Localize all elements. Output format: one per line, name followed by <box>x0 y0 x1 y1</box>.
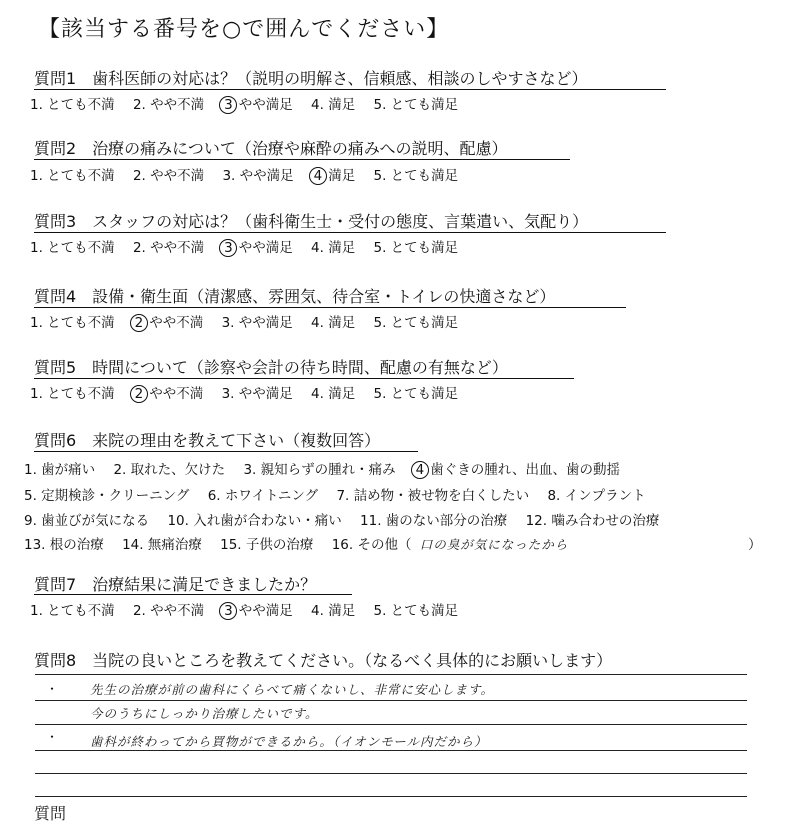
q3-option-2[interactable]: 2. やや不満 <box>132 240 205 256</box>
question-3-underline <box>34 232 666 233</box>
q6-option-1[interactable]: 1. 歯が痛い <box>24 462 96 478</box>
question-8-title: 質問8 当院の良いところを教えてください。（なるべく具体的にお願いします） <box>34 651 613 670</box>
q5-option-1[interactable]: 1. とても不満 <box>30 386 115 402</box>
answer-rule-6 <box>35 796 747 797</box>
q2-option-1[interactable]: 1. とても不満 <box>30 168 115 184</box>
q6-option-7[interactable]: 7. 詰め物・被せ物を白くしたい <box>336 488 530 504</box>
q6-option-11[interactable]: 11. 歯のない部分の治療 <box>360 513 508 529</box>
q6-option-9[interactable]: 9. 歯並びが気になる <box>24 513 150 529</box>
q8-answer-line-2: 今のうちにしっかり治療したいです。 <box>90 706 319 721</box>
answer-rule-3 <box>35 724 747 725</box>
q2-option-3[interactable]: 3. やや満足 <box>222 168 294 184</box>
question-6-title: 質問6 来院の理由を教えて下さい（複数回答） <box>34 431 381 450</box>
question-1-options <box>30 93 472 114</box>
q4-option-2-label: やや不満 <box>144 315 204 331</box>
question-1-title: 質問1 歯科医師の対応は？（説明の明解さ、信頼感、相談のしやすさなど） <box>34 69 588 88</box>
question-5-underline <box>34 378 574 379</box>
q6-option-4-selected[interactable]: 4 歯ぐきの腫れ、出血、歯の動揺 <box>414 458 620 479</box>
q5-option-3[interactable]: 3. やや満足 <box>221 386 293 402</box>
q3-option-1[interactable]: 1. とても不満 <box>30 240 115 256</box>
answer-rule-4 <box>35 750 747 751</box>
q3-option-4[interactable]: 4. 満足 <box>311 240 356 256</box>
q6-row-3 <box>24 509 659 529</box>
question-3-options <box>30 236 472 257</box>
q4-option-5[interactable]: 5. とても満足 <box>373 315 459 331</box>
question-2-options <box>30 164 472 185</box>
q2-option-2[interactable]: 2. やや不満 <box>132 168 205 184</box>
q4-option-3[interactable]: 3. やや満足 <box>221 315 293 331</box>
q4-option-4[interactable]: 4. 満足 <box>311 315 356 331</box>
question-5-options <box>30 382 472 403</box>
answer-rule-5 <box>35 773 747 774</box>
question-3-title: 質問3 スタッフの対応は？（歯科衛生士・受付の態度、言葉遣い、気配り） <box>34 212 589 231</box>
q6-other-handwritten: 口の臭が気になったから <box>419 537 569 552</box>
q7-option-4[interactable]: 4. 満足 <box>311 603 356 619</box>
answer-rule-2 <box>35 700 747 701</box>
q5-option-2-selected[interactable]: 2 やや不満 <box>133 382 203 403</box>
q6-option-14[interactable]: 14. 無痛治療 <box>122 537 202 553</box>
q7-option-3-label: やや満足 <box>234 603 293 619</box>
answer-bullet-1: ・ <box>46 682 59 696</box>
question-5-title: 質問5 時間について（診察や会計の待ち時間、配慮の有無など） <box>34 358 508 377</box>
answer-bullet-2: ・ <box>46 730 59 744</box>
q1-option-1[interactable]: 1. とても不満 <box>30 97 115 113</box>
q7-option-2[interactable]: 2. やや不満 <box>132 603 205 619</box>
q6-row-4 <box>24 533 568 553</box>
q8-answer-line-3: 歯科が終わってから買物ができるから。（イオンモール内だから） <box>90 734 488 749</box>
q8-answer-line-1: 先生の治療が前の歯科にくらべて痛くないし、非常に安心します。 <box>90 682 495 697</box>
q6-option-6[interactable]: 6. ホワイトニング <box>207 488 319 504</box>
q2-option-4-label: 満足 <box>323 168 356 184</box>
q5-option-4[interactable]: 4. 満足 <box>311 386 356 402</box>
q1-option-2[interactable]: 2. やや不満 <box>132 97 205 113</box>
q7-option-3-selected[interactable]: 3 やや満足 <box>222 599 292 620</box>
q1-option-3-label: やや満足 <box>234 97 293 113</box>
question-7-title: 質問7 治療結果に満足できましたか？ <box>34 575 317 594</box>
q6-option-16[interactable]: 16. その他（ <box>331 537 412 553</box>
question-6-underline <box>34 451 418 452</box>
q6-option-4-label: 歯ぐきの腫れ、出血、歯の動揺 <box>425 462 621 478</box>
question-4-options <box>30 311 472 332</box>
question-7-underline <box>34 594 352 595</box>
q4-option-1[interactable]: 1. とても不満 <box>30 315 115 331</box>
q3-option-5[interactable]: 5. とても満足 <box>373 240 459 256</box>
q1-option-3-selected[interactable]: 3 やや満足 <box>222 93 292 114</box>
question-1-underline <box>34 89 666 90</box>
q5-option-5[interactable]: 5. とても満足 <box>373 386 459 402</box>
q6-option-3[interactable]: 3. 親知らずの腫れ・痛み <box>243 462 396 478</box>
next-question-cut-off: 質問 <box>34 804 179 823</box>
question-2-underline <box>34 159 570 160</box>
q6-option-10[interactable]: 10. 入れ歯が合わない・痛い <box>167 513 342 529</box>
q6-row-2 <box>24 484 646 504</box>
q2-option-5[interactable]: 5. とても満足 <box>373 168 459 184</box>
q6-other-close: ） <box>748 537 762 553</box>
q1-option-4[interactable]: 4. 満足 <box>311 97 356 113</box>
answer-rule-1 <box>35 674 747 675</box>
q6-option-5[interactable]: 5. 定期検診・クリーニング <box>24 488 190 504</box>
q6-option-15[interactable]: 15. 子供の治療 <box>220 537 314 553</box>
q1-option-5[interactable]: 5. とても満足 <box>373 97 459 113</box>
q6-row-1 <box>24 458 620 479</box>
q7-option-1[interactable]: 1. とても不満 <box>30 603 115 619</box>
q7-option-5[interactable]: 5. とても満足 <box>373 603 459 619</box>
question-2-title: 質問2 治療の痛みについて（治療や麻酔の痛みへの説明、配慮） <box>34 139 508 158</box>
page-title: 【該当する番号を○で囲んでください】 <box>38 17 450 42</box>
q6-option-13[interactable]: 13. 根の治療 <box>24 537 104 553</box>
q6-option-12[interactable]: 12. 噛み合わせの治療 <box>525 513 660 529</box>
q2-option-4-selected[interactable]: 4 満足 <box>312 164 355 185</box>
q3-option-3-selected[interactable]: 3 やや満足 <box>222 236 292 257</box>
q3-option-3-label: やや満足 <box>234 240 293 256</box>
q5-option-2-label: やや不満 <box>144 386 204 402</box>
q6-option-2[interactable]: 2. 取れた、欠けた <box>113 462 226 478</box>
question-4-title: 質問4 設備・衛生面（清潔感、雰囲気、待合室・トイレの快適さなど） <box>34 287 556 306</box>
q6-option-8[interactable]: 8. インプラント <box>547 488 646 504</box>
question-4-underline <box>34 307 626 308</box>
q4-option-2-selected[interactable]: 2 やや不満 <box>133 311 203 332</box>
question-7-options <box>30 599 472 620</box>
